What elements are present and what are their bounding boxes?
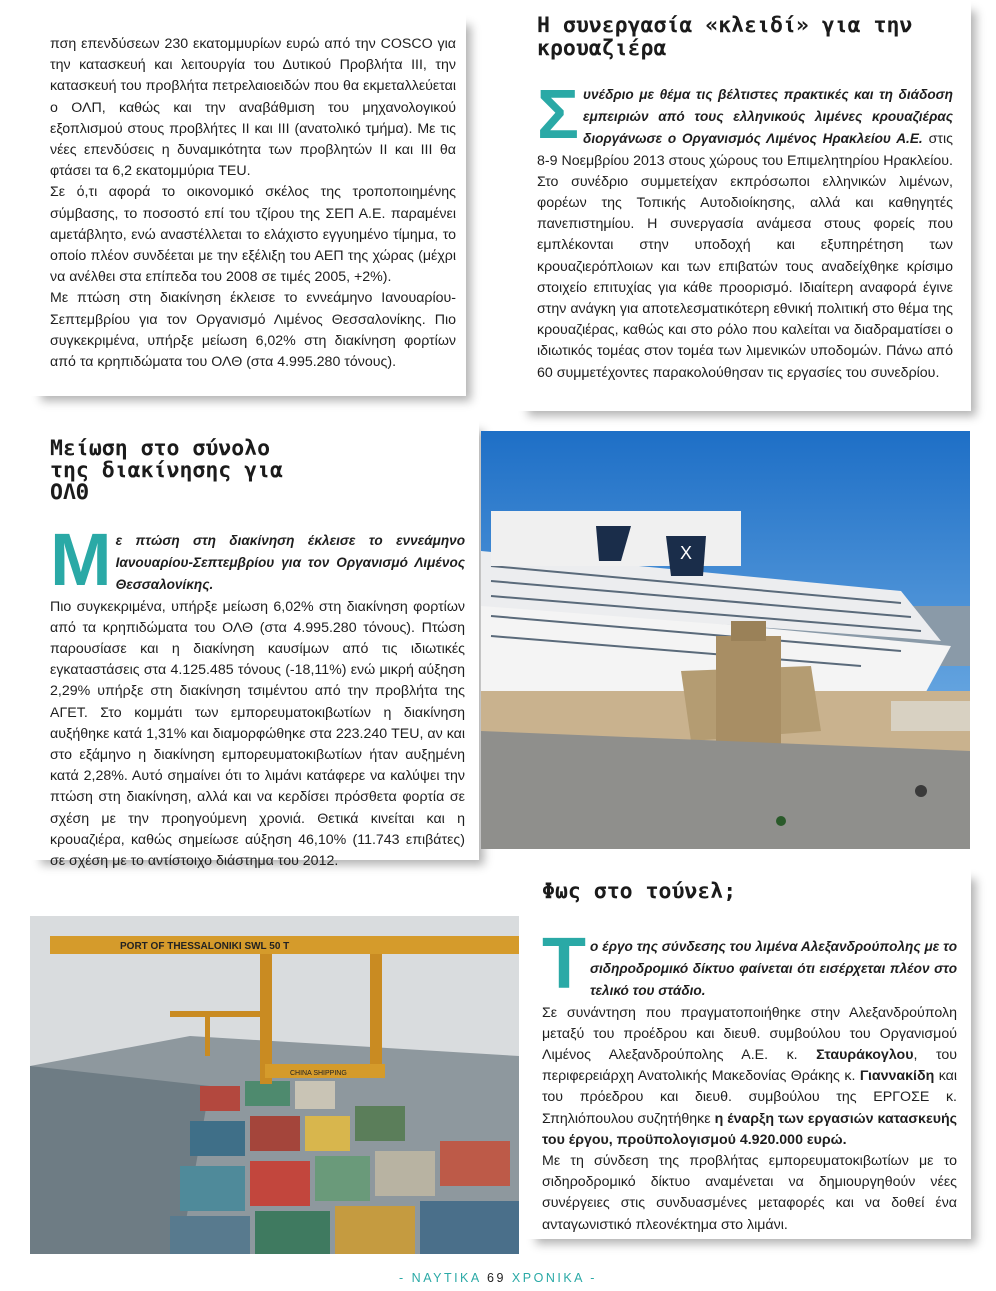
container-label: CHINA SHIPPING bbox=[290, 1070, 347, 1077]
continued-paragraph-2: Σε ό,τι αφορά το οικονομικό σκέλος της τροποποιημένης σύμβασης, το ποσοστό επί του τζίρου της ΣΕΠ Α.Ε. παραμένει αμετάβλητο, ενώ αναστέλλεται το ελάχιστο εγγυημένο τίμημα, το οποίο πλέον συνδέεται με την εξέλιξη του ΑΕΠ της χώρας (μέχρι να ανέλθει στα επίπεδα του 2008 σε τιμές 2005, +2%). bbox=[50, 184, 456, 286]
tunnel-title: Φως στο τούνελ; bbox=[542, 879, 737, 904]
cruise-ship-illustration bbox=[481, 431, 970, 849]
tunnel-paragraph-2: Με τη σύνδεση της προβλήτας εμπορευματοκιβωτίων με το σιδηροδρομικό δίκτυο αναμένεται να δημιουργηθούν νέες συνέργειες στις συνδυασμένες μεταφορές και να δοθεί ένα ανταγωνιστικό πλεονέκτημα στο λιμάνι. bbox=[542, 1153, 957, 1233]
column-continued bbox=[30, 14, 466, 396]
cruise-dropcap: Σ bbox=[537, 75, 580, 153]
continued-paragraph-3: Με πτώση στη διακίνηση έκλεισε το εννεάμηνο Ιανουαρίου-Σεπτεμβρίου για τον Οργανισμό Λιμένος Θεσσαλονίκης. Πιο συγκεκριμένα, υπήρξε μείωση 6,02% στη διακίνηση φορτίων από τα κρηπιδώματα του ΟΛΘ (στα 4.995.280 τόνους). bbox=[50, 290, 456, 371]
footer-left: - ΝΑΥΤΙΚΑ bbox=[399, 1271, 482, 1285]
olth-dropcap: Μ bbox=[50, 518, 112, 601]
tunnel-body bbox=[542, 924, 958, 1236]
tunnel-dropcap: Τ bbox=[542, 924, 586, 1004]
tunnel-paragraph-1 bbox=[542, 1003, 957, 1151]
tunnel-p1-a: Σε συνάντηση που πραγματοποιήθηκε στην Αλεξανδρούπολη μεταξύ του προέδρου και διευθ. συμβούλου του Οργανισμού Λιμένος Αλεξανδρούπολης Α.Ε. κ. bbox=[542, 1004, 957, 1064]
crane-sign: PORT OF THESSALONIKI SWL 50 T bbox=[120, 941, 290, 952]
tunnel-p1-c: , του περιφερειάρχη Ανατολικής Μακεδονίας Θράκης κ. bbox=[542, 1047, 957, 1085]
container-port-illustration bbox=[30, 916, 519, 1254]
cruise-article bbox=[517, 0, 971, 411]
olth-body bbox=[50, 518, 465, 872]
olth-text: Πιο συγκεκριμένα, υπήρξε μείωση 6,02% στη διακίνηση φορτίων από τα κρηπιδώματα του ΟΛΘ (στα 4.995.280 τόνους). Πτώση παρουσίασε και η διακίνηση καυσίμων από τις ιδιωτικές εγκαταστάσεις στα 4.125.485 τόνους (-18,11%) ενώ μικρή αύξηση 2,29% υπήρξε στη διακίνηση τσιμέντου από την προβλήτα της ΑΓΕΤ. Στο κομμάτι των εμπορευματοκιβωτίων η διακίνηση αυξήθηκε κατά 1,31% και διαμορφώθηκε στα 223.240 TEU, αν και στο εξάμηνο η διακίνηση εμπορευματοκιβωτίων ήταν αυξημένη κατά 2,28%. Αυτό σημαίνει ότι το λιμάνι κατάφερε να καλύψει την πτώση στη διακίνηση, αλλά και να κερδίσει πρόσθετα φορτία σε σχέση με την προηγούμενη χρονιά. Θετικά κινείται και η κρουαζιέρα, καθώς σημείωσε αύξηση 46,10% (11.743 επιβάτες) σε σχέση με το αντίστοιχο διάστημα του 2012. bbox=[50, 598, 465, 870]
page-number: 69 bbox=[487, 1271, 506, 1285]
tunnel-lead: ο έργο της σύνδεσης του λιμένα Αλεξανδρούπολης με το σιδηροδρομικό δίκτυο φαίνεται ότι εισέρχεται πλέον στο τελικό του στάδιο. bbox=[589, 939, 957, 999]
olth-article bbox=[30, 420, 479, 870]
olth-lead: ε πτώση στη διακίνηση έκλεισε το εννεάμηνο Ιανουαρίου-Σεπτεμβρίου για τον Οργανισμό Λιμένος Θεσσαλονίκης. bbox=[115, 533, 465, 593]
container-port-photo bbox=[30, 916, 519, 1254]
continued-text bbox=[50, 34, 456, 373]
olth-title: Μείωση στο σύνολο της διακίνησης για ΟΛΘ bbox=[50, 436, 283, 505]
tunnel-p1-b: Σταυράκογλου bbox=[816, 1047, 914, 1064]
footer-right: ΧΡΟΝΙΚΑ - bbox=[511, 1271, 597, 1285]
cruise-lead: υνέδριο με θέμα τις βέλτιστες πρακτικές και τη διάδοση εμπειριών από τους ελληνικούς λιμένες κρουαζιέρας διοργάνωσε ο Οργανισμός Λιμένος Ηρακλείου Α.Ε. bbox=[583, 87, 953, 147]
page-footer bbox=[0, 1271, 996, 1285]
tunnel-p1-d: Γιαννακίδη bbox=[859, 1068, 935, 1085]
cruise-title: Η συνεργασία «κλειδί» για την κρουαζιέρα bbox=[537, 13, 913, 61]
continued-paragraph-1: πση επενδύσεων 230 εκατομμυρίων ευρώ από την COSCO για την κατασκευή και λειτουργία του Δυτικού Προβλήτα ΙΙΙ, την κατασκευή του προβλήτα πετρελαιοειδών που θα εκμεταλλεύεται ο ΟΛΠ, καθώς και την αναβάθμιση του μηχανολογικού εξοπλισμού στους προβλήτες ΙΙ και ΙΙΙ (ανατολικό τμήμα). Με τις νέες επενδύσεις η δυναμικότητα των προβλητών ΙΙ και ΙΙΙ θα φτάσει τα 6,2 εκατομμύρια TEU. bbox=[50, 36, 456, 180]
cruise-body bbox=[537, 75, 954, 384]
ship-mark: X bbox=[679, 543, 693, 563]
cruise-ship-photo bbox=[481, 431, 970, 849]
tunnel-p1-e: και του πρόεδρου και διευθ. συμβούλου της ΕΡΓΟΣΕ κ. Σπηλιόπουλου συζητήθηκε bbox=[542, 1068, 958, 1127]
tunnel-article bbox=[525, 868, 971, 1239]
cruise-text: στις 8-9 Νοεμβρίου 2013 στους χώρους του Επιμελητηρίου Ηρακλείου. Στο συνέδριο συμμετείχαν εκπρόσωποι ελληνικών λιμένων, φορέων της Τοπικής Αυτοδιοίκησης, αλλά και καθηγητές πανεπιστημίου. Η συνεργασία ανάμεσα στους φορείς που εμπλέκονται στην υποδοχή και εξυπηρέτηση των κρουαζιερόπλοιων και των επιβατών τους αναδείχθηκε κρίσιμο στοιχείο επιτυχίας για κάθε προορισμό. Ιδιαίτερη αναφορά έγινε στην ανάγκη για αποτελεσματικότερη εθνική πολιτική στο θέμα της κρουαζιέρας, καθώς και στο ρόλο που καλείται να διαδραματίσει ο ιδιωτικός τομέας στον τομέα των λιμενικών υποδομών. Πάνω από 60 συμμετέχοντες παρακολούθησαν τις εργασίες του συνεδρίου. bbox=[537, 131, 954, 381]
tunnel-p1-f: η έναρξη των εργασιών κατασκευής του έργου, προϋπολογισμού 4.920.000 ευρώ. bbox=[542, 1110, 958, 1148]
